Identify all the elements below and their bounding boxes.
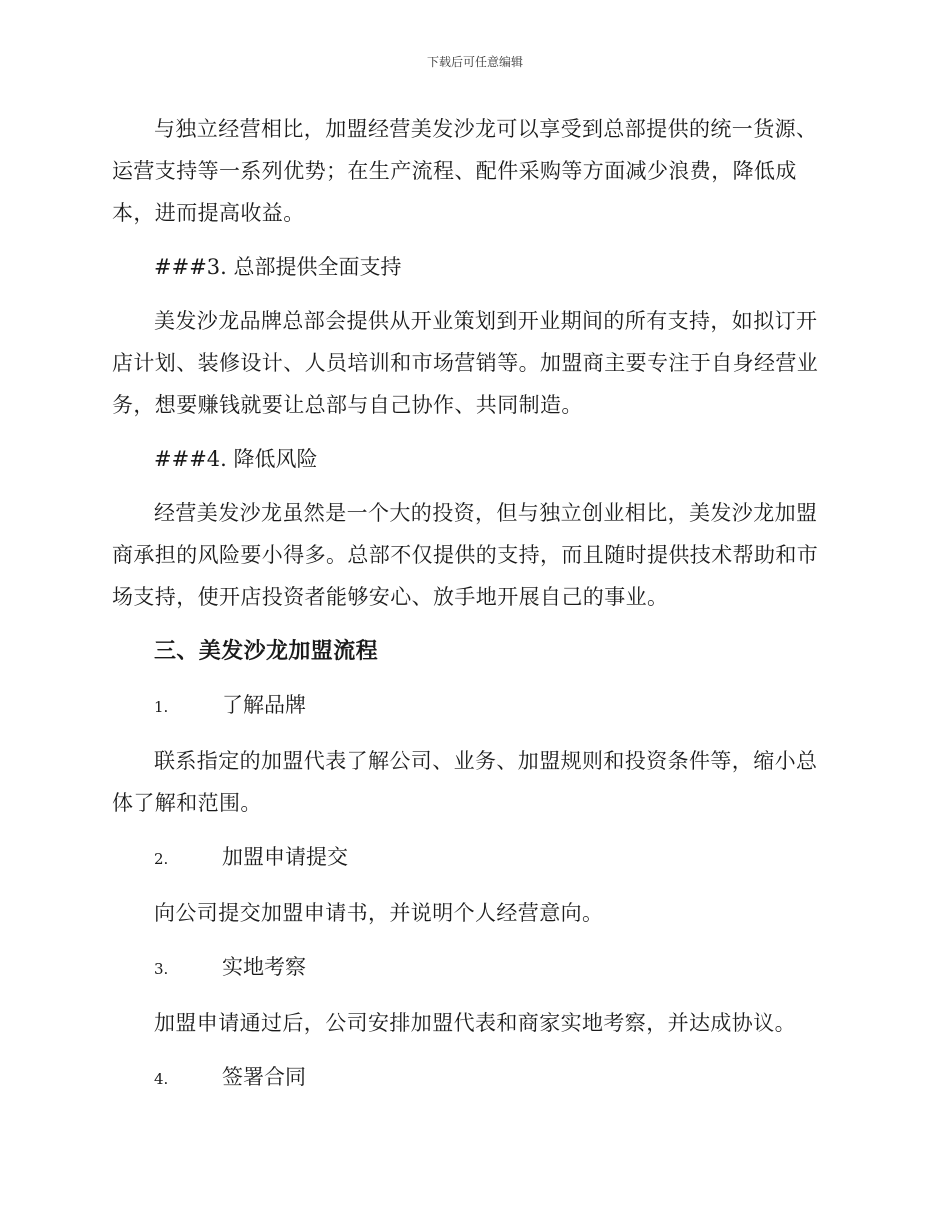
step-item <box>154 946 832 990</box>
paragraph: 与独立经营相比，加盟经营美发沙龙可以享受到总部提供的统一货源、运营支持等一系列优势；在生产流程、配件采购等方面减少浪费，降低成本，进而提高收益。 <box>112 117 818 225</box>
subheading: ###3. 总部提供全面支持 <box>154 255 402 279</box>
step-number: 3. <box>154 960 169 978</box>
step-description: 向公司提交加盟申请书，并说明个人经营意向。 <box>154 901 604 925</box>
step-label: 了解品牌 <box>222 693 306 717</box>
page-header: 下载后可任意编辑 <box>426 55 523 69</box>
step-label: 加盟申请提交 <box>222 845 348 869</box>
step-item <box>154 684 832 728</box>
step-label: 签署合同 <box>222 1065 306 1089</box>
document-body <box>112 108 832 1112</box>
step-item <box>154 1056 832 1100</box>
step-description: 联系指定的加盟代表了解公司、业务、加盟规则和投资条件等，缩小总体了解和范围。 <box>112 749 818 815</box>
step-number: 2. <box>154 850 169 868</box>
step-number: 4. <box>154 1070 169 1088</box>
paragraph: 经营美发沙龙虽然是一个大的投资，但与独立创业相比，美发沙龙加盟商承担的风险要小得多。总部不仅提供的支持，而且随时提供技术帮助和市场支持，使开店投资者能够安心、放手地开展自己的事业。 <box>112 501 819 609</box>
step-number: 1. <box>154 698 169 716</box>
step-item <box>154 836 832 880</box>
subheading: ###4. 降低风险 <box>154 447 318 471</box>
step-label: 实地考察 <box>222 955 306 979</box>
step-description: 加盟申请通过后，公司安排加盟代表和商家实地考察，并达成协议。 <box>154 1011 796 1035</box>
paragraph: 美发沙龙品牌总部会提供从开业策划到开业期间的所有支持，如拟订开店计划、装修设计、人员培训和市场营销等。加盟商主要专注于自身经营业务，想要赚钱就要让总部与自己协作、共同制造。 <box>112 309 819 417</box>
section-title: 三、美发沙龙加盟流程 <box>154 638 379 664</box>
